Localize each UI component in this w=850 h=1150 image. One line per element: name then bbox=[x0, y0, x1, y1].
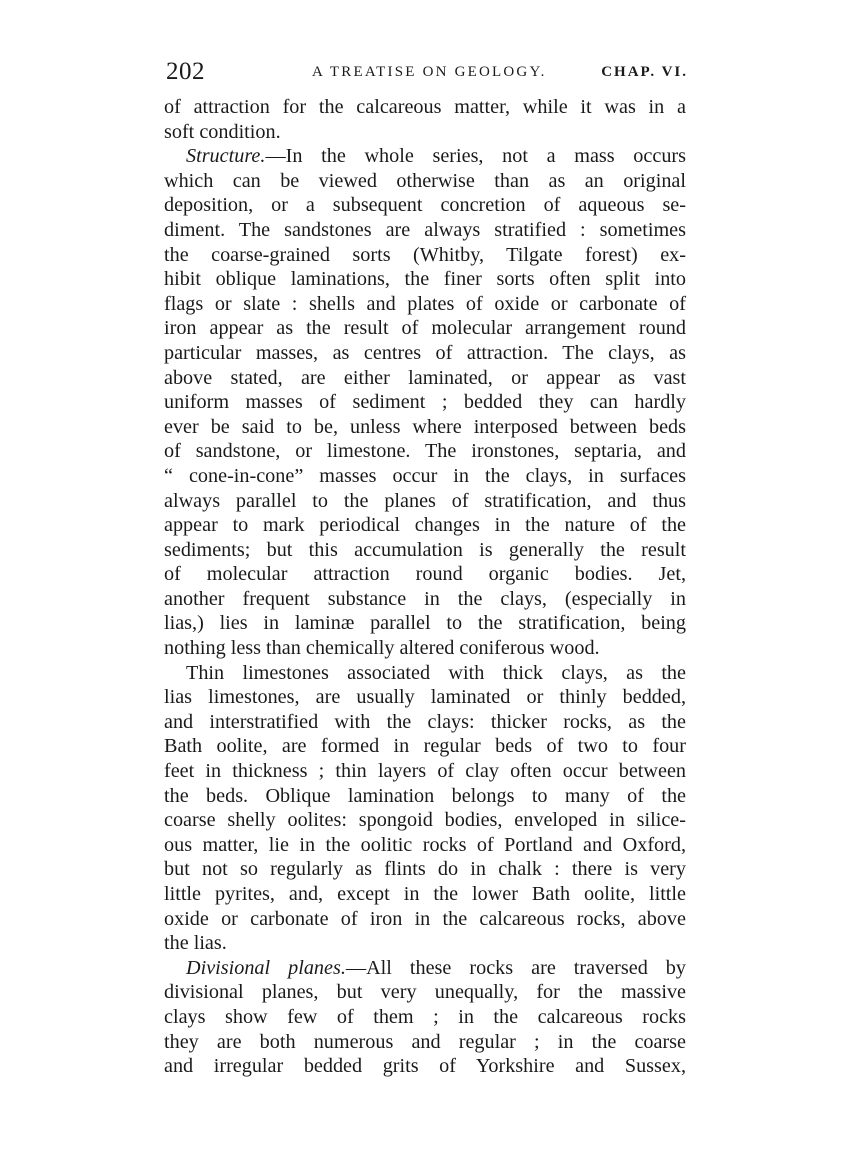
text-line: coarse shelly oolites: spongoid bodies, enveloped in silice- bbox=[164, 809, 686, 832]
text-line: “ cone-in-cone” masses occur in the clays, in surfaces bbox=[164, 464, 686, 487]
text-line: diment. The sandstones are always stratified : sometimes bbox=[164, 218, 686, 241]
text-line bbox=[164, 956, 686, 981]
text-line: of attraction for the calcareous matter, while it was in a bbox=[164, 96, 686, 118]
text-line: sediments; but this accumulation is generally the result bbox=[164, 538, 686, 561]
text-line: lias,) lies in laminæ parallel to the stratification, being bbox=[164, 612, 686, 635]
text-line: Bath oolite, are formed in regular beds of two to four bbox=[164, 735, 686, 758]
text-line: the coarse-grained sorts (Whitby, Tilgate forest) ex- bbox=[164, 243, 686, 266]
text-line: above stated, are either laminated, or appear as vast bbox=[164, 366, 686, 389]
running-title: A TREATISE ON GEOLOGY. bbox=[312, 64, 547, 80]
text-line: ever be said to be, unless where interposed between beds bbox=[164, 415, 686, 438]
text-line: they are both numerous and regular ; in the coarse bbox=[164, 1030, 686, 1053]
text-line: oxide or carbonate of iron in the calcareous rocks, above bbox=[164, 907, 686, 930]
text-line: but not so regularly as flints do in chalk : there is very bbox=[164, 858, 686, 881]
paragraph-divisional-planes bbox=[164, 956, 686, 1079]
text-line: and irregular bedded grits of Yorkshire and Sussex, bbox=[164, 1055, 686, 1078]
text-line: uniform masses of sediment ; bedded they can hardly bbox=[164, 391, 686, 414]
text-line: of sandstone, or limestone. The ironstones, septaria, and bbox=[164, 440, 686, 463]
text-line: nothing less than chemically altered coniferous wood. bbox=[164, 637, 600, 660]
text-line-continuation: —All these rocks are traversed by bbox=[345, 956, 686, 979]
text-line: hibit oblique laminations, the finer sorts often split into bbox=[164, 268, 686, 291]
text-line: appear to mark periodical changes in the nature of the bbox=[164, 514, 686, 537]
text-line: and interstratified with the clays: thicker rocks, as the bbox=[164, 710, 686, 733]
text-line: another frequent substance in the clays, (especially in bbox=[164, 587, 686, 610]
body-text bbox=[164, 95, 686, 1079]
page-number: 202 bbox=[166, 58, 205, 85]
text-line: feet in thickness ; thin layers of clay often occur between bbox=[164, 760, 686, 783]
text-line: deposition, or a subsequent concretion of aqueous se- bbox=[164, 194, 686, 217]
text-line: Thin limestones associated with thick clays, as the bbox=[186, 661, 686, 684]
text-line: the beds. Oblique lamination belongs to many of the bbox=[164, 784, 686, 807]
text-line bbox=[164, 144, 686, 169]
paragraph-thin-limestones bbox=[164, 661, 686, 956]
text-line: clays show few of them ; in the calcareous rocks bbox=[164, 1005, 686, 1028]
text-line: always parallel to the planes of stratification, and thus bbox=[164, 489, 686, 512]
text-line: little pyrites, and, except in the lower Bath oolite, little bbox=[164, 883, 686, 905]
text-line: divisional planes, but very unequally, for the massive bbox=[164, 981, 686, 1004]
text-line: of molecular attraction round organic bodies. Jet, bbox=[164, 563, 686, 586]
section-heading-divisional-planes: Divisional planes. bbox=[186, 956, 346, 979]
text-line-continuation: —In the whole series, not a mass occurs bbox=[265, 145, 686, 168]
running-head bbox=[166, 58, 688, 88]
text-line: iron appear as the result of molecular arrangement round bbox=[164, 317, 686, 340]
text-line: soft condition. bbox=[164, 120, 281, 143]
chapter-label: CHAP. VI. bbox=[601, 64, 688, 80]
text-line: particular masses, as centres of attraction. The clays, as bbox=[164, 341, 686, 364]
text-line: which can be viewed otherwise than as an original bbox=[164, 169, 686, 192]
text-line: flags or slate : shells and plates of oxide or carbonate of bbox=[164, 292, 686, 315]
text-line: the lias. bbox=[164, 932, 227, 955]
paragraph-continuation bbox=[164, 95, 686, 144]
paragraph-structure bbox=[164, 144, 686, 660]
section-heading-structure: Structure. bbox=[186, 145, 266, 168]
text-line: lias limestones, are usually laminated or thinly bedded, bbox=[164, 686, 686, 709]
text-line: ous matter, lie in the oolitic rocks of Portland and Oxford, bbox=[164, 833, 686, 856]
